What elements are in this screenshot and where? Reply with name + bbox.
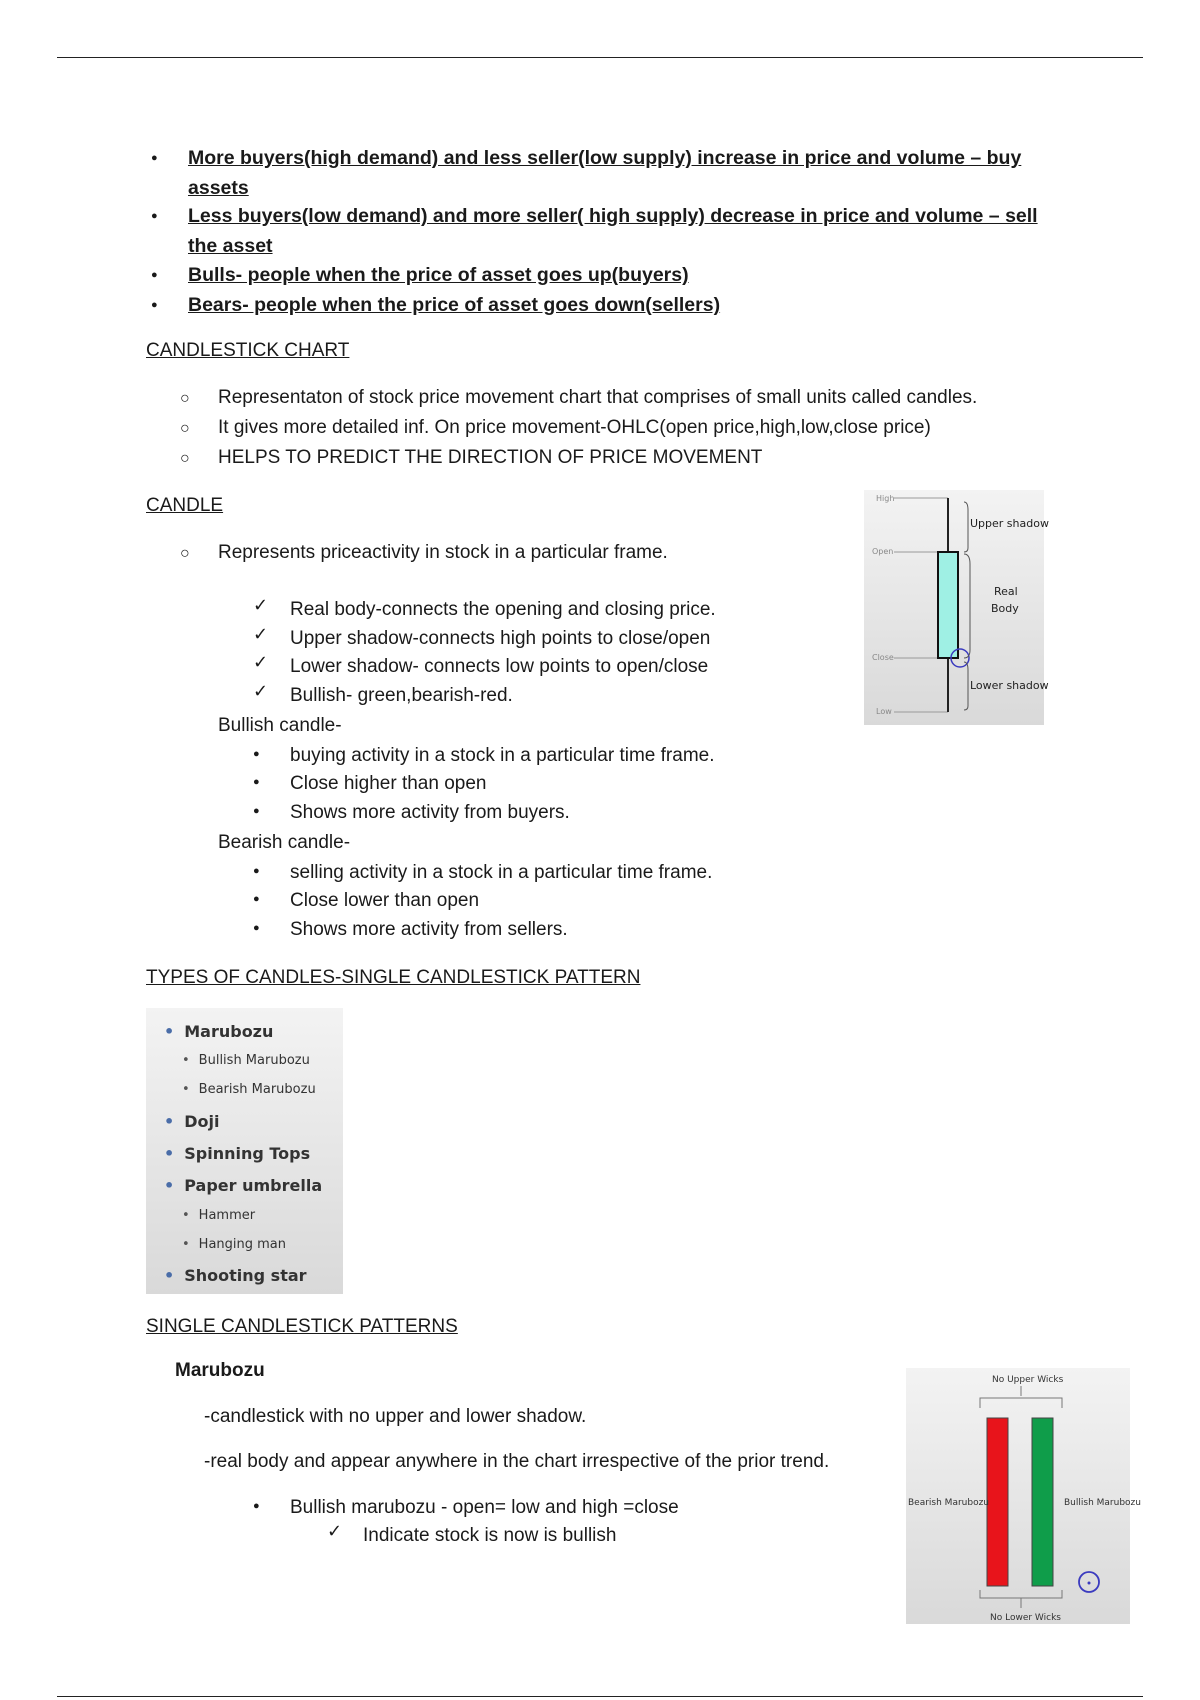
- type-label: Doji: [184, 1112, 220, 1131]
- bottom-rule: [57, 1696, 1143, 1697]
- checkmark-icon: ✓: [253, 652, 269, 672]
- candlestick-item-1: Representaton of stock price movement chart that comprises of small units called candles.: [218, 387, 978, 408]
- bullish-candle-label: Bullish candle-: [218, 715, 342, 736]
- candle-heading: CANDLE: [146, 495, 224, 516]
- top-brace: [980, 1398, 1062, 1408]
- ring-bullet-icon: ○: [180, 420, 190, 437]
- bearish-point-3: Shows more activity from sellers.: [290, 919, 568, 940]
- checkmark-icon: ✓: [253, 595, 269, 615]
- diagram-close-label: Close: [872, 653, 894, 662]
- bullet-icon: ●: [253, 922, 260, 934]
- intro-bullet-3: ● Bulls- people when the price of asset goes up(buyers): [188, 262, 689, 289]
- bullish-point-3: Shows more activity from buyers.: [290, 802, 570, 823]
- type-subitem: [182, 1082, 316, 1097]
- type-item: [164, 1176, 322, 1195]
- candle-item: Represents priceactivity in stock in a particular frame.: [218, 542, 668, 563]
- marubozu-diagram: [906, 1368, 1141, 1624]
- bullet-icon: •: [164, 1266, 175, 1285]
- lower-shadow-label: Lower shadow: [970, 679, 1049, 692]
- lower-shadow-brace: [964, 662, 968, 710]
- bullet-icon: •: [182, 1082, 190, 1097]
- bullet-icon: •: [182, 1237, 190, 1252]
- type-label: Bearish Marubozu: [198, 1082, 316, 1097]
- bearish-marubozu-label: Bearish Marubozu: [908, 1498, 990, 1508]
- bullish-marubozu-candle: [1032, 1418, 1053, 1586]
- bullish-marubozu-label: Bullish Marubozu: [1064, 1498, 1141, 1508]
- type-item: [164, 1266, 307, 1285]
- type-label: Shooting star: [184, 1266, 307, 1285]
- diagram-high-label: High: [876, 494, 895, 503]
- bottom-brace: [980, 1590, 1062, 1598]
- candlestick-chart-heading: CANDLESTICK CHART: [146, 340, 350, 361]
- type-label: Hanging man: [198, 1237, 287, 1252]
- no-upper-wicks-label: No Upper Wicks: [992, 1375, 1064, 1385]
- marubozu-line-1: -candlestick with no upper and lower shadow.: [204, 1406, 587, 1427]
- intro-bullet-2-cont: the asset: [188, 235, 273, 257]
- candlestick-item-2: It gives more detailed inf. On price movement-OHLC(open price,high,low,close price): [218, 417, 931, 438]
- type-label: Marubozu: [184, 1022, 274, 1041]
- type-item: [164, 1144, 310, 1163]
- type-label: Hammer: [198, 1208, 256, 1223]
- candle-check-4: Bullish- green,bearish-red.: [290, 685, 513, 706]
- dot-marker: [1088, 1582, 1091, 1585]
- bullet-icon: •: [182, 1208, 190, 1223]
- type-item: [164, 1022, 273, 1041]
- bearish-point-1: selling activity in a stock in a particular time frame.: [290, 862, 713, 883]
- bullet-icon: ●: [253, 893, 260, 905]
- checkmark-icon: ✓: [253, 681, 269, 701]
- bearish-point-2: Close lower than open: [290, 890, 480, 911]
- real-body-brace: [964, 554, 970, 658]
- type-label: Paper umbrella: [184, 1176, 323, 1195]
- intro-bullet-1-cont: assets: [188, 177, 249, 199]
- type-subitem: [182, 1208, 255, 1223]
- upper-shadow-brace: [964, 502, 968, 552]
- bullet-icon: •: [164, 1112, 175, 1131]
- diagram-low-label: Low: [876, 707, 892, 716]
- bullish-point-2: Close higher than open: [290, 773, 487, 794]
- ring-bullet-icon: ○: [180, 390, 190, 407]
- candle-anatomy-diagram: [864, 490, 1049, 725]
- bullet-icon: ●: [253, 748, 260, 760]
- bearish-candle-label: Bearish candle-: [218, 832, 351, 853]
- type-label: Bullish Marubozu: [198, 1053, 310, 1068]
- single-heading: SINGLE CANDLESTICK PATTERNS: [146, 1316, 458, 1337]
- bullet-icon: •: [164, 1144, 175, 1163]
- bullet-icon: ●: [253, 805, 260, 817]
- candle-check-3: Lower shadow- connects low points to open/close: [290, 656, 709, 677]
- body-label: Body: [991, 602, 1019, 615]
- type-subitem: [182, 1237, 286, 1252]
- intro-bullet-2: ● Less buyers(low demand) and more seller( high supply) decrease in price and volume – sell: [188, 203, 1038, 230]
- no-lower-wicks-label: No Lower Wicks: [990, 1613, 1061, 1623]
- bullet-icon: •: [164, 1022, 175, 1041]
- bullet-icon: ●: [253, 776, 260, 788]
- bullet-icon: ●: [253, 1500, 260, 1512]
- type-item: [164, 1112, 219, 1131]
- candle-check-2: Upper shadow-connects high points to close/open: [290, 628, 711, 649]
- bullet-icon: •: [164, 1176, 175, 1195]
- candlestick-item-3: HELPS TO PREDICT THE DIRECTION OF PRICE MOVEMENT: [218, 447, 763, 468]
- bullish-marubozu-check: Indicate stock is now is bullish: [363, 1525, 617, 1546]
- type-subitem: [182, 1053, 310, 1068]
- checkmark-icon: ✓: [327, 1521, 343, 1541]
- top-rule: [57, 57, 1143, 58]
- real-label: Real: [994, 585, 1018, 598]
- bullish-marubozu-bullet: Bullish marubozu - open= low and high =close: [290, 1497, 679, 1518]
- candle-real-body: [938, 552, 958, 658]
- intro-bullet-4: ● Bears- people when the price of asset goes down(sellers): [188, 292, 720, 319]
- ring-bullet-icon: ○: [180, 545, 190, 562]
- type-label: Spinning Tops: [184, 1144, 311, 1163]
- candle-check-1: Real body-connects the opening and closing price.: [290, 599, 716, 620]
- bearish-marubozu-candle: [987, 1418, 1008, 1586]
- types-list-box: [146, 1008, 343, 1294]
- bullish-point-1: buying activity in a stock in a particular time frame.: [290, 745, 715, 766]
- intro-bullet-1: ● More buyers(high demand) and less seller(low supply) increase in price and volume – buy: [188, 145, 1021, 172]
- ring-bullet-icon: ○: [180, 450, 190, 467]
- upper-shadow-label: Upper shadow: [970, 517, 1049, 530]
- marubozu-line-2: -real body and appear anywhere in the chart irrespective of the prior trend.: [204, 1451, 830, 1472]
- types-heading: TYPES OF CANDLES-SINGLE CANDLESTICK PATTERN: [146, 967, 641, 988]
- diagram-open-label: Open: [872, 547, 894, 556]
- bullet-icon: ●: [253, 865, 260, 877]
- marubozu-subheading: Marubozu: [175, 1360, 265, 1381]
- checkmark-icon: ✓: [253, 624, 269, 644]
- bullet-icon: •: [182, 1053, 190, 1068]
